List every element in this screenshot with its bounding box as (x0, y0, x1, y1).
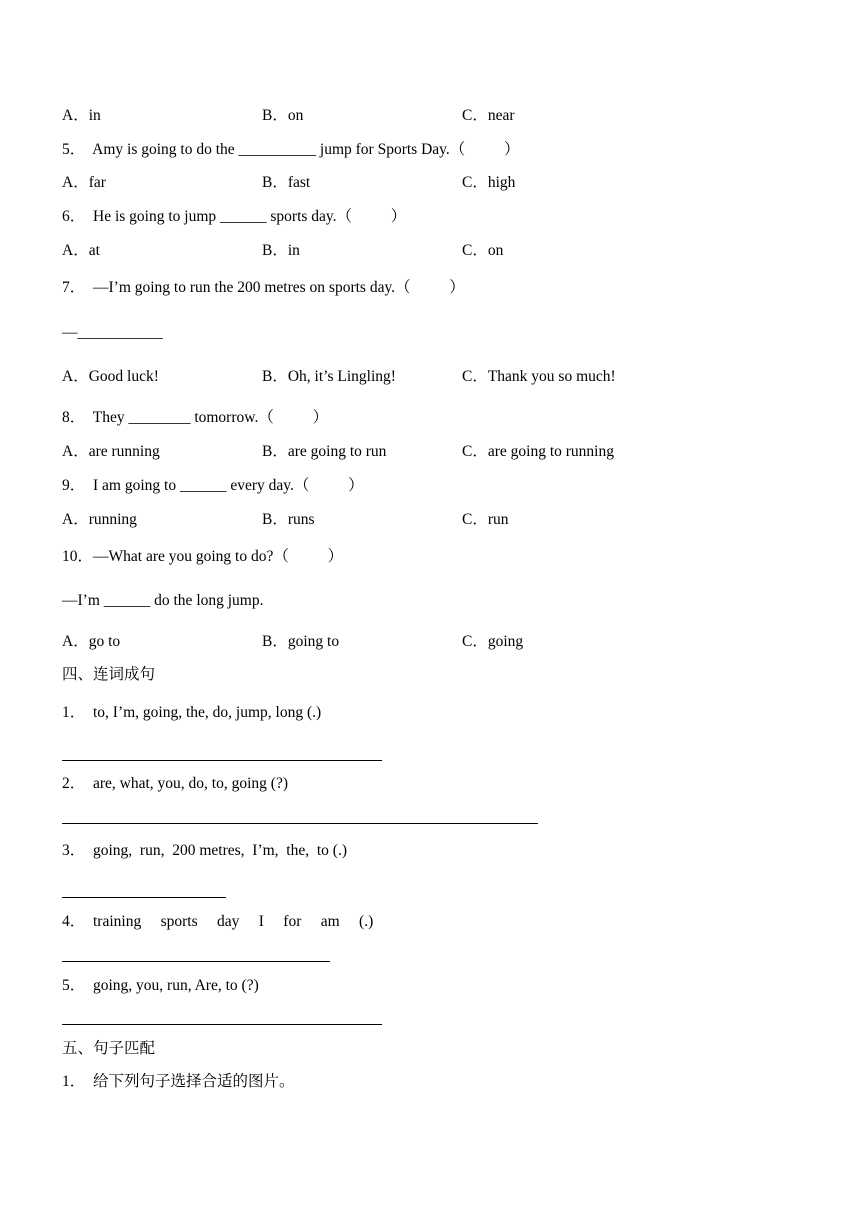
s4-item-4-answer-line[interactable] (62, 961, 330, 962)
q9-option-b: B．runs (262, 511, 315, 528)
q10-option-b: B．going to (262, 633, 340, 650)
q8-option-c: C．are going to running (462, 443, 614, 460)
s4-item-1-answer-line[interactable] (62, 760, 382, 761)
q7-option-a: A．Good luck! (62, 368, 159, 385)
q5-option-b: B．fast (262, 174, 311, 191)
s4-item-4: 4． training sports day I for am (.) (62, 913, 374, 930)
q6-option-c: C．on (462, 242, 504, 259)
q9-option-c: C．run (462, 511, 509, 528)
question-7-reply: —___________ (62, 324, 163, 341)
q10-option-a: A．go to (62, 633, 121, 650)
question-7: 7． —I’m going to run the 200 metres on sports day.（ ） (62, 279, 465, 296)
question-5: 5． Amy is going to do the __________ jump for Sports Day.（ ） (62, 141, 520, 158)
q5-option-c: C．high (462, 174, 516, 191)
q9-option-a: A．running (62, 511, 137, 528)
q7-option-b: B．Oh, it’s Lingling! (262, 368, 396, 385)
s4-item-3: 3． going, run, 200 metres, I’m, the, to (.) (62, 842, 347, 859)
q8-option-b: B．are going to run (262, 443, 387, 460)
s4-item-3-answer-line[interactable] (62, 897, 226, 898)
q5-option-a: A．far (62, 174, 106, 191)
s5-item-1: 1． 给下列句子选择合适的图片。 (62, 1073, 295, 1090)
q8-option-a: A．are running (62, 443, 160, 460)
section-4-title: 四、连词成句 (62, 666, 156, 683)
s4-item-2-answer-line[interactable] (62, 823, 538, 824)
q4-option-b: B．on (262, 107, 304, 124)
s4-item-2: 2． are, what, you, do, to, going (?) (62, 775, 288, 792)
q4-option-c: C．near (462, 107, 515, 124)
question-9: 9． I am going to ______ every day.（ ） (62, 477, 364, 494)
q10-option-c: C．going (462, 633, 524, 650)
question-6: 6． He is going to jump ______ sports day.（ ） (62, 208, 407, 225)
s4-item-5-answer-line[interactable] (62, 1024, 382, 1025)
q6-option-b: B．in (262, 242, 300, 259)
q4-option-a: A．in (62, 107, 101, 124)
s4-item-1: 1． to, I’m, going, the, do, jump, long (.) (62, 704, 322, 721)
q6-option-a: A．at (62, 242, 100, 259)
question-10: 10．—What are you going to do?（ ） (62, 548, 344, 565)
question-10-reply: —I’m ______ do the long jump. (62, 592, 264, 609)
s4-item-5: 5． going, you, run, Are, to (?) (62, 977, 259, 994)
q7-option-c: C．Thank you so much! (462, 368, 616, 385)
section-5-title: 五、句子匹配 (62, 1040, 156, 1057)
question-8: 8． They ________ tomorrow.（ ） (62, 409, 329, 426)
